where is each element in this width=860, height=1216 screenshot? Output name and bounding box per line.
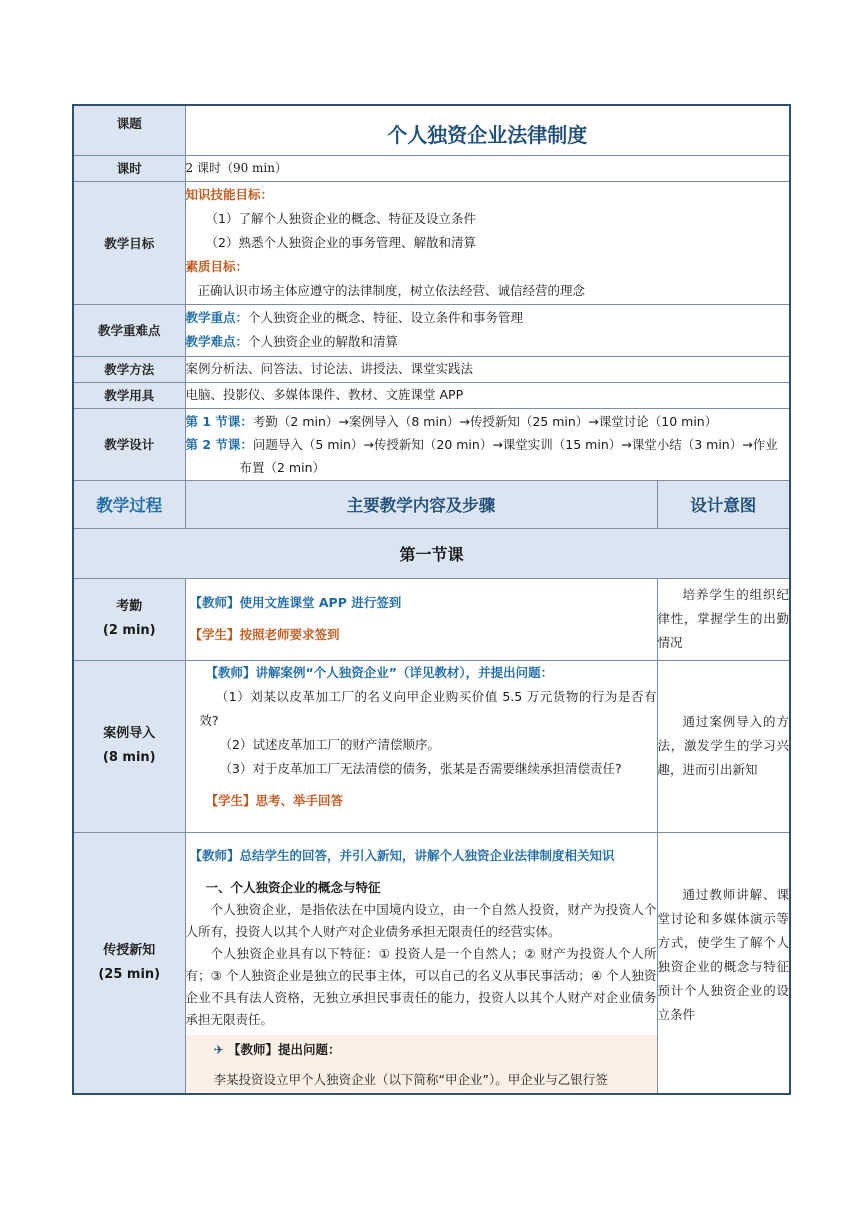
objectives-content — [185, 181, 790, 304]
knowledge-title: 知识技能目标： — [185, 186, 274, 202]
callout-header — [214, 1039, 649, 1061]
step-label — [73, 660, 185, 832]
page-title: 个人独资企业法律制度 — [185, 105, 790, 155]
lesson1-flow: 考勤（2 min）→案例导入（8 min）→传授新知（25 min）→课堂讨论（10 min） — [252, 413, 718, 429]
difficulty-text: 个人独资企业的解散和清算 — [248, 334, 399, 349]
step-label — [73, 578, 185, 660]
key-points-row — [73, 304, 790, 356]
teacher-action: 【教师】总结学生的回答，并引入新知，讲解个人独资企业法律制度相关知识 — [189, 847, 615, 863]
content-col-header: 主要教学内容及步骤 — [185, 480, 657, 528]
knowledge-item: （1）了解个人独资企业的概念、特征及设立条件 — [205, 210, 476, 226]
intent-text: 通过教师讲解、课堂讨论和多媒体演示等方式，使学生了解个人独资企业的概念与特征预计个人独资企业的设立条件 — [657, 886, 789, 1022]
tools-row — [73, 382, 790, 408]
step-time: (8 min) — [102, 750, 156, 765]
paragraph: 个人独资企业具有以下特征：① 投资人是一个自然人；② 财产为投资人个人所有；③ 个人独资企业是独立的民事主体，可以自己的名义从事民事活动；④ 个人独资企业不具有法人资格，无独立承担民事责任的能力，投资人以其个人财产对企业债务承担无限责任。 — [185, 945, 657, 1027]
section-title: 第一节课 — [73, 528, 790, 578]
methods-label: 教学方法 — [73, 356, 185, 382]
lesson-plan-table — [72, 104, 791, 1095]
intent-text: 培养学生的组织纪律性，掌握学生的出勤情况 — [657, 587, 789, 650]
focus-text: 个人独资企业的概念、特征、设立条件和事务管理 — [248, 310, 524, 325]
student-action: 【学生】思考、举手回答 — [205, 792, 344, 808]
objectives-label: 教学目标 — [73, 181, 185, 304]
callout-box — [186, 1035, 657, 1093]
methods-row — [73, 356, 790, 382]
section-heading: 一、个人独资企业的概念与特征 — [205, 879, 381, 895]
paragraph: 个人独资企业，是指依法在中国境内设立，由一个自然人投资，财产为投资人个人所有，投资人以其个人财产对企业债务承担无限责任的经营实体。 — [185, 901, 657, 939]
step-intent — [657, 660, 790, 832]
lesson2-flow: 问题导入（5 min）→传授新知（20 min）→课堂实训（15 min）→课堂小结（3 min）→作业布置（2 min） — [239, 436, 778, 475]
title-label: 课题 — [73, 105, 185, 155]
step-time: (25 min) — [98, 966, 161, 982]
intent-text: 通过案例导入的方法，激发学生的学习兴趣，进而引出新知 — [657, 714, 789, 777]
case-question: （1）刘某以皮革加工厂的名义向甲企业购买价值 5.5 万元货物的行为是否有效? — [199, 688, 657, 728]
process-col-header: 教学过程 — [73, 480, 185, 528]
step-row-attendance — [73, 578, 790, 660]
lesson1-label: 第 1 节课： — [185, 413, 253, 429]
step-label — [73, 832, 185, 1094]
design-label: 教学设计 — [73, 408, 185, 480]
step-name: 考勤 — [116, 599, 143, 614]
callout-text: 李某投资设立甲个人独资企业（以下简称“甲企业”）。甲企业与乙银行签 — [213, 1071, 608, 1087]
key-points-content — [185, 304, 790, 356]
step-row-case — [73, 660, 790, 832]
step-name: 传授新知 — [103, 942, 156, 958]
difficulty-label: 教学难点： — [185, 334, 249, 349]
hours-row — [73, 155, 790, 181]
hours-value: 2 课时（90 min） — [185, 155, 790, 181]
quality-title: 素质目标： — [185, 258, 249, 274]
focus-label: 教学重点： — [185, 310, 249, 325]
section-row — [73, 528, 790, 578]
quality-text: 正确认识市场主体应遵守的法律制度，树立依法经营、诚信经营的理念 — [197, 282, 586, 298]
teacher-action: 【教师】讲解案例“个人独资企业”（详见教材），并提出问题： — [205, 664, 554, 680]
case-question: （2）试述皮革加工厂的财产清偿顺序。 — [219, 736, 440, 752]
lesson2-label: 第 2 节课： — [185, 436, 253, 452]
step-time: (2 min) — [102, 623, 156, 638]
title-row — [73, 105, 790, 155]
key-points-label: 教学重难点 — [73, 304, 185, 356]
step-intent — [657, 578, 790, 660]
student-action: 【学生】按照老师要求签到 — [189, 627, 340, 642]
intent-col-header: 设计意图 — [657, 480, 790, 528]
case-question: （3）对于皮革加工厂无法清偿的债务，张某是否需要继续承担清偿责任? — [219, 760, 622, 776]
step-content — [185, 832, 657, 1094]
step-name: 案例导入 — [103, 726, 156, 741]
callout-title: 【教师】提出问题： — [227, 1041, 341, 1057]
hours-label: 课时 — [73, 155, 185, 181]
tools-value: 电脑、投影仪、多媒体课件、教材、文旌课堂 APP — [185, 382, 790, 408]
design-row — [73, 408, 790, 480]
step-row-new-knowledge — [73, 832, 790, 1094]
objectives-row — [73, 181, 790, 304]
teacher-action: 【教师】使用文旌课堂 APP 进行签到 — [189, 595, 402, 610]
methods-value: 案例分析法、问答法、讨论法、讲授法、课堂实践法 — [185, 356, 790, 382]
process-header-row — [73, 480, 790, 528]
step-content — [185, 660, 657, 832]
step-content — [185, 578, 657, 660]
knowledge-item: （2）熟悉个人独资企业的事务管理、解散和清算 — [205, 234, 476, 250]
plane-icon: ✈ — [213, 1041, 224, 1057]
step-intent — [657, 832, 790, 1094]
design-content — [185, 408, 790, 480]
tools-label: 教学用具 — [73, 382, 185, 408]
